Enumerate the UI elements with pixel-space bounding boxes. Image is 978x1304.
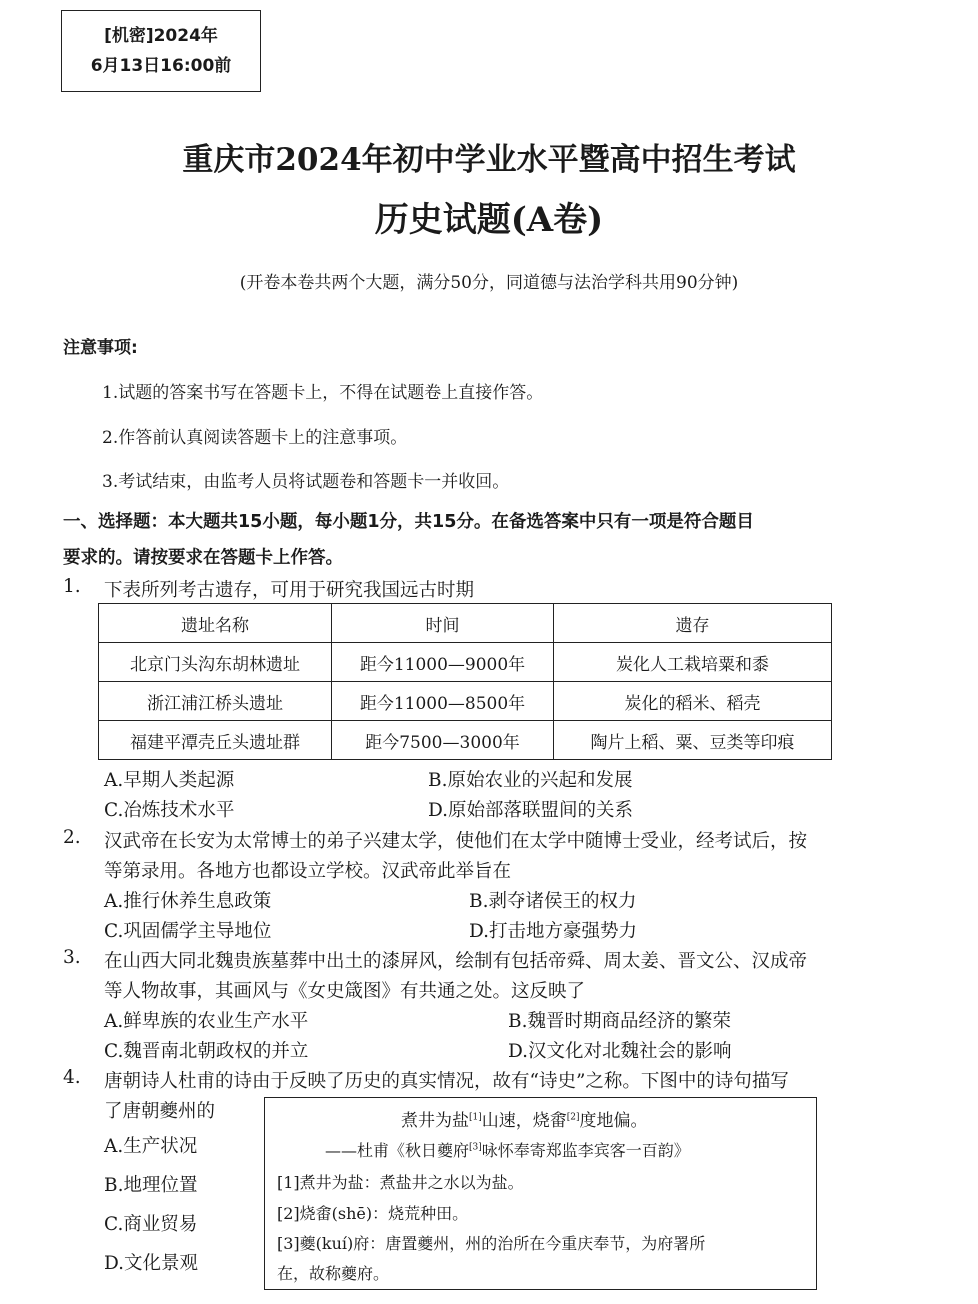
q1-number: 1.	[63, 576, 81, 597]
table-row	[99, 643, 832, 682]
q4-option-a[interactable]: A.生产状况	[104, 1136, 198, 1157]
note-item: 2.作答前认真阅读答题卡上的注意事项。	[102, 428, 408, 448]
q3-option-a[interactable]: A.鲜卑族的农业生产水平	[104, 1011, 309, 1032]
header-cell: 遗址名称	[99, 604, 332, 643]
poem-box	[264, 1097, 817, 1290]
confidential-line2: 6月13日16:00前	[90, 56, 232, 76]
table-cell: 福建平潭壳丘头遗址群	[99, 721, 332, 760]
q4-number: 4.	[63, 1067, 81, 1088]
confidential-line1: [机密]2024年	[104, 26, 218, 46]
table-header-row	[99, 604, 832, 643]
note-item: 1.试题的答案书写在答题卡上，不得在试题卷上直接作答。	[102, 383, 544, 403]
q4-stem: 唐朝诗人杜甫的诗由于反映了历史的真实情况，故有“诗史”之称。下图中的诗句描写	[104, 1071, 789, 1092]
source-text: ——杜甫《秋日夔府	[325, 1141, 470, 1160]
exam-title: 重庆市2024年初中学业水平暨高中招生考试	[182, 142, 796, 178]
q2-option-a[interactable]: A.推行休养生息政策	[104, 891, 272, 912]
footnote-1: [1]煮井为盐：煮盐井之水以为盐。	[277, 1173, 524, 1192]
q1-stem: 下表所列考古遗存，可用于研究我国远古时期	[104, 580, 475, 601]
poem-line	[401, 1106, 648, 1131]
q2-option-d[interactable]: D.打击地方豪强势力	[469, 921, 638, 942]
q1-option-b[interactable]: B.原始农业的兴起和发展	[428, 770, 633, 791]
notes-heading: 注意事项:	[63, 338, 138, 358]
poem-text: 山速，烧畬	[481, 1111, 567, 1131]
exam-subtitle: 历史试题(A卷)	[374, 200, 604, 240]
footnote-3: [3]夔(kuí)府：唐置夔州，州的治所在今重庆奉节，为府署所	[277, 1234, 706, 1253]
footnote-3-cont: 在，故称夔府。	[277, 1264, 390, 1283]
poem-text: 度地偏。	[579, 1111, 648, 1131]
table-row	[99, 682, 832, 721]
q3-stem-cont: 等人物故事，其画风与《女史箴图》有共通之处。这反映了	[104, 981, 586, 1002]
footnote-mark: [2]	[566, 1112, 580, 1123]
q3-option-c[interactable]: C.魏晋南北朝政权的并立	[104, 1041, 309, 1062]
q4-option-b[interactable]: B.地理位置	[104, 1175, 198, 1196]
table-cell: 炭化的稻米、稻壳	[554, 682, 832, 721]
section-heading: 一、选择题：本大题共15小题，每小题1分，共15分。在备选答案中只有一项是符合题目	[63, 512, 754, 532]
header-cell: 遗存	[554, 604, 832, 643]
poem-text: 煮井为盐	[401, 1111, 469, 1131]
q4-option-d[interactable]: D.文化景观	[104, 1253, 199, 1274]
header-cell: 时间	[332, 604, 554, 643]
table-cell: 北京门头沟东胡林遗址	[99, 643, 332, 682]
q3-stem: 在山西大同北魏贵族墓葬中出土的漆屏风，绘制有包括帝舜、周太姜、晋文公、汉成帝	[104, 951, 808, 972]
q3-number: 3.	[63, 947, 81, 968]
sites-table	[98, 603, 832, 760]
q1-option-a[interactable]: A.早期人类起源	[104, 770, 235, 791]
table-row	[99, 721, 832, 760]
table-cell: 距今11000—9000年	[332, 643, 554, 682]
footnote-mark: [1]	[469, 1112, 482, 1123]
confidential-box	[61, 10, 261, 92]
table-cell: 炭化人工栽培粟和黍	[554, 643, 832, 682]
footnote-mark: [3]	[469, 1142, 482, 1153]
q3-option-d[interactable]: D.汉文化对北魏社会的影响	[508, 1041, 732, 1062]
q4-stem-cont: 了唐朝夔州的	[104, 1101, 216, 1122]
exam-note: (开卷本卷共两个大题，满分50分，同道德与法治学科共用90分钟)	[239, 273, 739, 293]
table-cell: 浙江浦江桥头遗址	[99, 682, 332, 721]
q2-number: 2.	[63, 827, 81, 848]
q2-stem: 汉武帝在长安为太常博士的弟子兴建太学，使他们在太学中随博士受业，经考试后，按	[104, 831, 808, 852]
source-text: 咏怀奉寄郑监李宾客一百韵》	[481, 1141, 690, 1160]
q1-option-c[interactable]: C.冶炼技术水平	[104, 800, 235, 821]
section-heading-cont: 要求的。请按要求在答题卡上作答。	[63, 548, 343, 568]
footnote-2: [2]烧畬(shē)：烧荒种田。	[277, 1204, 469, 1223]
note-item: 3.考试结束，由监考人员将试题卷和答题卡一并收回。	[102, 472, 510, 492]
table-cell: 距今7500—3000年	[332, 721, 554, 760]
q2-option-c[interactable]: C.巩固儒学主导地位	[104, 921, 272, 942]
q3-option-b[interactable]: B.魏晋时期商品经济的繁荣	[508, 1011, 731, 1032]
poem-source	[325, 1138, 690, 1161]
table-cell: 陶片上稻、粟、豆类等印痕	[554, 721, 832, 760]
q2-option-b[interactable]: B.剥夺诸侯王的权力	[469, 891, 637, 912]
q1-option-d[interactable]: D.原始部落联盟间的关系	[428, 800, 634, 821]
q2-stem-cont: 等第录用。各地方也都设立学校。汉武帝此举旨在	[104, 861, 512, 882]
table-cell: 距今11000—8500年	[332, 682, 554, 721]
q4-option-c[interactable]: C.商业贸易	[104, 1214, 198, 1235]
